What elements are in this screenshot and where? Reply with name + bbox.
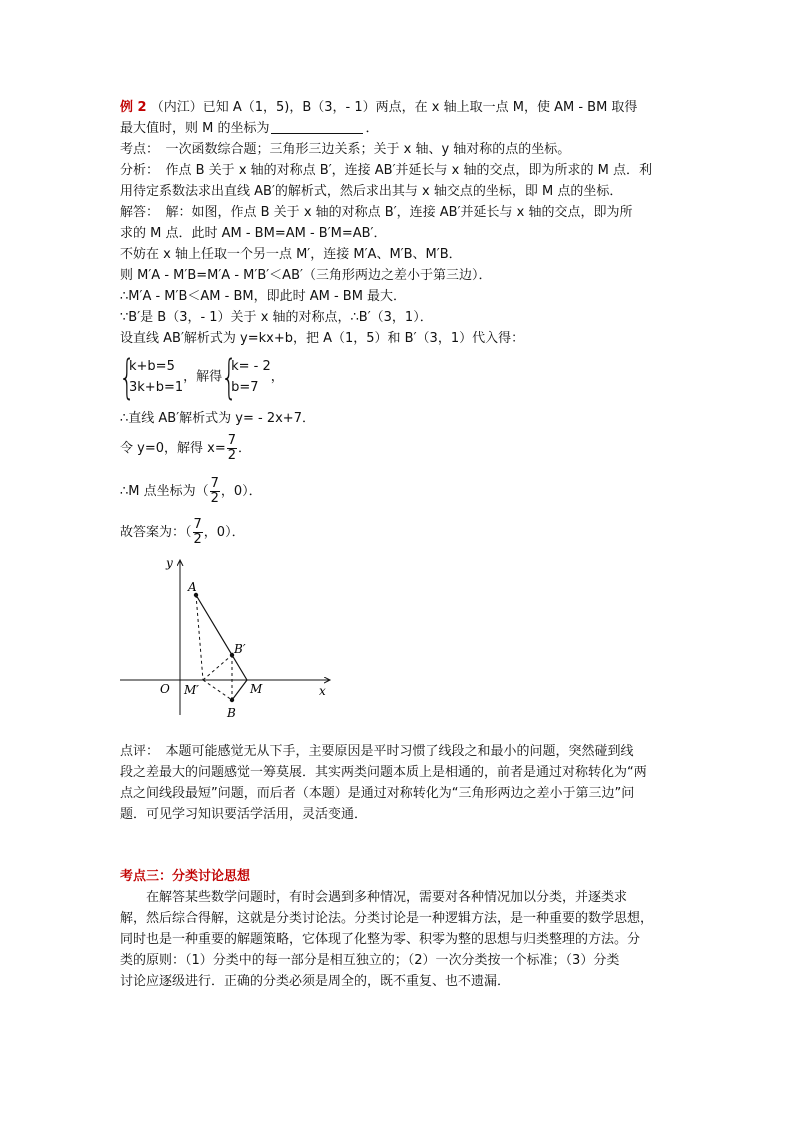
section-paragraph-3: 同时也是一种重要的解题策略，它体现了化整为零、积零为整的思想与归类整理的方法。分 — [120, 932, 641, 947]
section-title: 考点三：分类讨论思想 — [120, 869, 251, 884]
section-paragraph-5: 讨论应逐级进行．正确的分类必须是周全的，既不重复、也不遗漏． — [120, 974, 511, 989]
equation-system-2 — [221, 350, 271, 404]
frac-den: 2 — [227, 448, 236, 463]
segment-mb — [232, 680, 247, 700]
jieda-line-2: 求的 M 点．此时 AM - BM=AM - B′M=AB′． — [120, 226, 387, 241]
label-mp: M′ — [184, 683, 200, 697]
dianping-line-2: 段之差最大的问题感觉一筹莫展．其实两类问题本质上是相通的，前者是通过对称转化为“两 — [120, 765, 647, 780]
jieda-line-1: 解答： 解：如图，作点 B 关于 x 轴的对称点 B′，连接 AB′并延长与 x 轴的交点，即为所 — [120, 205, 633, 220]
segment-mpa — [196, 595, 203, 680]
jieda-line-4: 则 M′A - M′B=M′A - M′B′＜AB′（三角形两边之差小于第三边）． — [120, 268, 492, 283]
question-text-1: （内江）已知 A（1，5)，B（3，- 1）两点，在 x 轴上取一点 M，使 AM - BM 取得 — [150, 100, 638, 115]
left-brace-icon: { — [221, 350, 238, 404]
question-text-2: 最大值时，则 M 的坐标为 — [120, 121, 270, 136]
m-coord-text: ∴M 点坐标为（ — [120, 484, 209, 499]
fraction — [193, 518, 203, 547]
geometry-figure — [120, 555, 340, 725]
paragraph-text-1: 在解答某些数学问题时，有时会遇到多种情况，需要对各种情况加以分类，并逐类求 — [146, 890, 628, 905]
label-o: O — [160, 682, 170, 696]
solve-text: ，解得 — [183, 369, 223, 385]
system2-row2: b=7 — [231, 380, 259, 395]
point-b — [230, 698, 234, 702]
section-paragraph-4: 类的原则：（1）分类中的每一部分是相互独立的；（2）一次分类按一个标准；（3）分类 — [120, 953, 620, 968]
jieda-line-6: ∵B′是 B（3，- 1）关于 x 轴的对称点，∴B′（3，1）． — [120, 310, 433, 325]
system1-row1: k+b=5 — [129, 359, 175, 374]
kaodian-line: 考点： 一次函数综合题；三角形三边关系；关于 x 轴、y 轴对称的点的坐标。 — [120, 142, 571, 157]
fenxi-line-2: 用待定系数法求出直线 AB′的解析式，然后求出其与 x 轴交点的坐标，即 M 点的坐标． — [120, 184, 623, 199]
fraction — [210, 477, 220, 506]
dianping-line-1: 点评： 本题可能感觉无从下手，主要原因是平时习惯了线段之和最小的问题，突然碰到线 — [120, 744, 634, 759]
system-end: ， — [270, 369, 284, 385]
jieda-line-5: ∴M′A - M′B＜AM - BM，即此时 AM - BM 最大． — [120, 289, 407, 304]
label-a: A — [188, 580, 197, 594]
label-m: M — [250, 682, 263, 696]
answer-blank — [271, 119, 363, 134]
answer-end: ，0）． — [203, 525, 245, 540]
answer-text: 故答案为：（ — [120, 525, 192, 540]
section-paragraph-2: 解，然后综合得解，这就是分类讨论法。分类讨论是一种逻辑方法，是一种重要的数学思想， — [120, 911, 654, 926]
frac-num: 7 — [227, 433, 236, 448]
segment-am — [196, 595, 247, 680]
equation-system-1 — [119, 350, 184, 404]
fenxi-line-1: 分析： 作点 B 关于 x 轴的对称点 B′，连接 AB′并延长与 x 轴的交点，即为所求的 M 点．利 — [120, 163, 652, 178]
system1-row2: 3k+b=1 — [129, 380, 184, 395]
frac-den: 2 — [210, 491, 219, 506]
jieda-line-7: 设直线 AB′解析式为 y=kx+b，把 A（1，5）和 B′（3，1）代入得： — [120, 331, 525, 346]
section-paragraph-1 — [120, 887, 627, 908]
example-label: 例 2 — [120, 100, 147, 115]
jieda-line-8: ∴直线 AB′解析式为 y= - 2x+7． — [120, 411, 315, 426]
equation-system-line — [119, 350, 284, 404]
jieda-line-3: 不妨在 x 轴上任取一个另一点 M′，连接 M′A、M′B、M′B． — [120, 247, 462, 262]
label-bp: B′ — [234, 642, 246, 656]
segment-mpb — [203, 680, 232, 700]
solve-x-text: 令 y=0，解得 x= — [120, 441, 226, 456]
fraction — [227, 434, 237, 463]
jieda-line-9 — [120, 434, 251, 463]
solve-x-end: ． — [238, 441, 252, 456]
label-y: y — [166, 556, 173, 570]
frac-num: 7 — [193, 517, 202, 532]
question-end: ． — [365, 121, 379, 136]
left-brace-icon: { — [119, 350, 136, 404]
label-b: B — [227, 706, 236, 720]
label-x: x — [319, 684, 326, 698]
dianping-line-3: 点之间线段最短”问题，而后者（本题）是通过对称转化为“三角形两边之差小于第三边”问 — [120, 786, 635, 801]
answer-line — [120, 518, 245, 547]
frac-den: 2 — [193, 532, 202, 547]
question-line-1 — [120, 97, 637, 118]
segment-mpbp — [203, 655, 232, 680]
m-coord-end: ，0）． — [220, 484, 262, 499]
dianping-line-4: 题．可见学习知识要活学活用，灵活变通． — [120, 807, 368, 822]
jieda-line-10 — [120, 477, 262, 506]
question-line-2 — [120, 118, 379, 139]
system2-row1: k= - 2 — [231, 359, 271, 374]
frac-num: 7 — [210, 476, 219, 491]
